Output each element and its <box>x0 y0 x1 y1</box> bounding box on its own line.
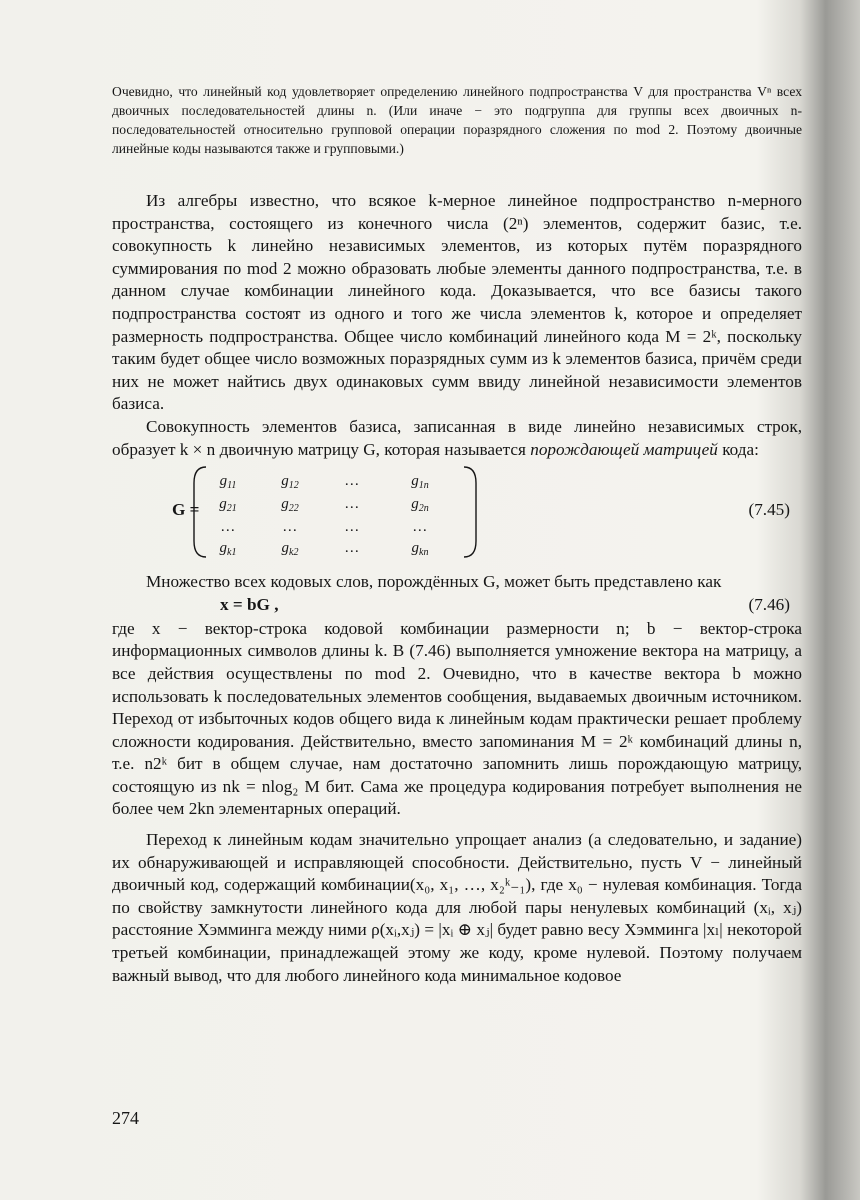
generator-matrix <box>192 463 482 561</box>
matrix-cell: … <box>345 496 359 513</box>
matrix-right-bracket <box>464 467 476 557</box>
paragraph-basis: Из алгебры известно, что всякое k-мерное линейное подпространство n-мерного пространства, состоящего из конечного числа (2ⁿ) элементов, содержит базис, т.е. совокупность k линейно независимых элементов, из которых путём поразрядного суммирования по mod 2 можно образовать любые элементы данного подпространства, т.е. в данном случае комбинации линейного кода. Доказывается, что все базисы такого подпространства состоят из одного и того же числа элементов k, которое и определяет размерность подпространства. Общее число комбинаций линейного кода M = 2ᵏ, поскольку таким будет общее число возможных поразрядных сумм из k элементов базиса, причём среди них не может найтись двух одинаковых сумм ввиду линейной независимости элементов базиса. <box>112 191 802 414</box>
paragraph-hamming: Переход к линейным кодам значительно упрощает анализ (а следовательно, и задание) их обнаруживающей и исправляющей способности. Действительно, пусть V − линейный двоичный код, содержащий комбинации(x₀, x₁, …, x₂ᵏ₋₁), где x₀ − нулевая комбинация. Тогда по свойству замкнутости линейного кода для любой пары ненулевых комбинаций (xᵢ, xⱼ) расстояние Хэмминга между ними ρ(xᵢ,xⱼ) = |xᵢ ⊕ xⱼ| будет равно весу Хэмминга |xₗ| некоторой третьей комбинации, принадлежащей этому же коду, кроме нулевой. Поэтому получаем важный вывод, что для любого линейного кода минимальное кодовое <box>112 830 802 985</box>
matrix-cell: $g_{11}$ <box>219 473 237 492</box>
matrix-cell: $g_{k2}$ <box>281 540 299 559</box>
matrix-cell: $g_{12}$ <box>281 473 299 492</box>
intro-note <box>112 82 802 158</box>
matrix-cell: $g_{2n}$ <box>411 496 429 515</box>
main-text <box>112 190 802 987</box>
equation-7-46-expr: x = bG , <box>220 594 279 614</box>
matrix-cell: $g_{22}$ <box>281 496 299 515</box>
paragraph-codewords: Множество всех кодовых слов, порождённых G, может быть представлено как <box>146 572 722 592</box>
matrix-cell: … <box>221 519 235 536</box>
matrix-cell: $g_{21}$ <box>219 496 237 515</box>
term-generator-matrix: порождающей матрицей <box>530 439 718 459</box>
paragraph-encoding: где x − вектор-строка кодовой комбинации размерности n; b − вектор-строка информационных символов длины k. В (7.46) выполняется умножение вектора на матрицу, а все действия осуществлены по mod 2. Очевидно, что в качестве вектора b можно использовать k последовательных элементов сообщения, выдаваемых двоичным источником. Переход от избыточных кодов общего вида к линейным кодам практически решает проблему сложности кодирования. Действительно, вместо запоминания M = 2ᵏ комбинаций длины n, т.е. n2ᵏ бит в общем случае, нам достаточно запомнить лишь порождающую матрицу, состоящую из nk = nlog₂ M бит. Сама же процедура кодирования потребует выполнения не более чем 2kn элементарных операций. <box>112 618 802 819</box>
matrix-cell: $g_{kn}$ <box>411 540 429 559</box>
equation-7-45 <box>112 463 802 561</box>
matrix-cell: … <box>345 473 359 490</box>
matrix-left-bracket <box>194 467 206 557</box>
equation-7-46 <box>112 594 802 618</box>
matrix-cell: … <box>345 519 359 536</box>
matrix-cell: … <box>345 540 359 557</box>
paragraph-generator-intro: Совокупность элементов базиса, записанная в виде линейно независимых строк, образует k × n двоичную матрицу G, которая называется порождающей матрицей кода: <box>112 416 802 459</box>
intro-note-text: Очевидно, что линейный код удовлетворяет определению линейного подпространства V для пространства Vⁿ всех двоичных последовательностей длины n. (Или иначе − это подгруппа для группы всех двоичных n-последовательностей относительно групповой операции поразрядного сложения по mod 2. Поэтому двоичные линейные коды называются также и групповыми.) <box>112 84 802 156</box>
matrix-cell: $g_{k1}$ <box>219 540 237 559</box>
page-number: 274 <box>112 1108 139 1128</box>
equation-number-7-45: (7.45) <box>748 500 790 520</box>
matrix-lhs: G = <box>172 500 200 520</box>
matrix-cell: $g_{1n}$ <box>411 473 429 492</box>
matrix-cell: … <box>283 519 297 536</box>
matrix-cell: … <box>413 519 427 536</box>
equation-number-7-46: (7.46) <box>748 594 790 614</box>
